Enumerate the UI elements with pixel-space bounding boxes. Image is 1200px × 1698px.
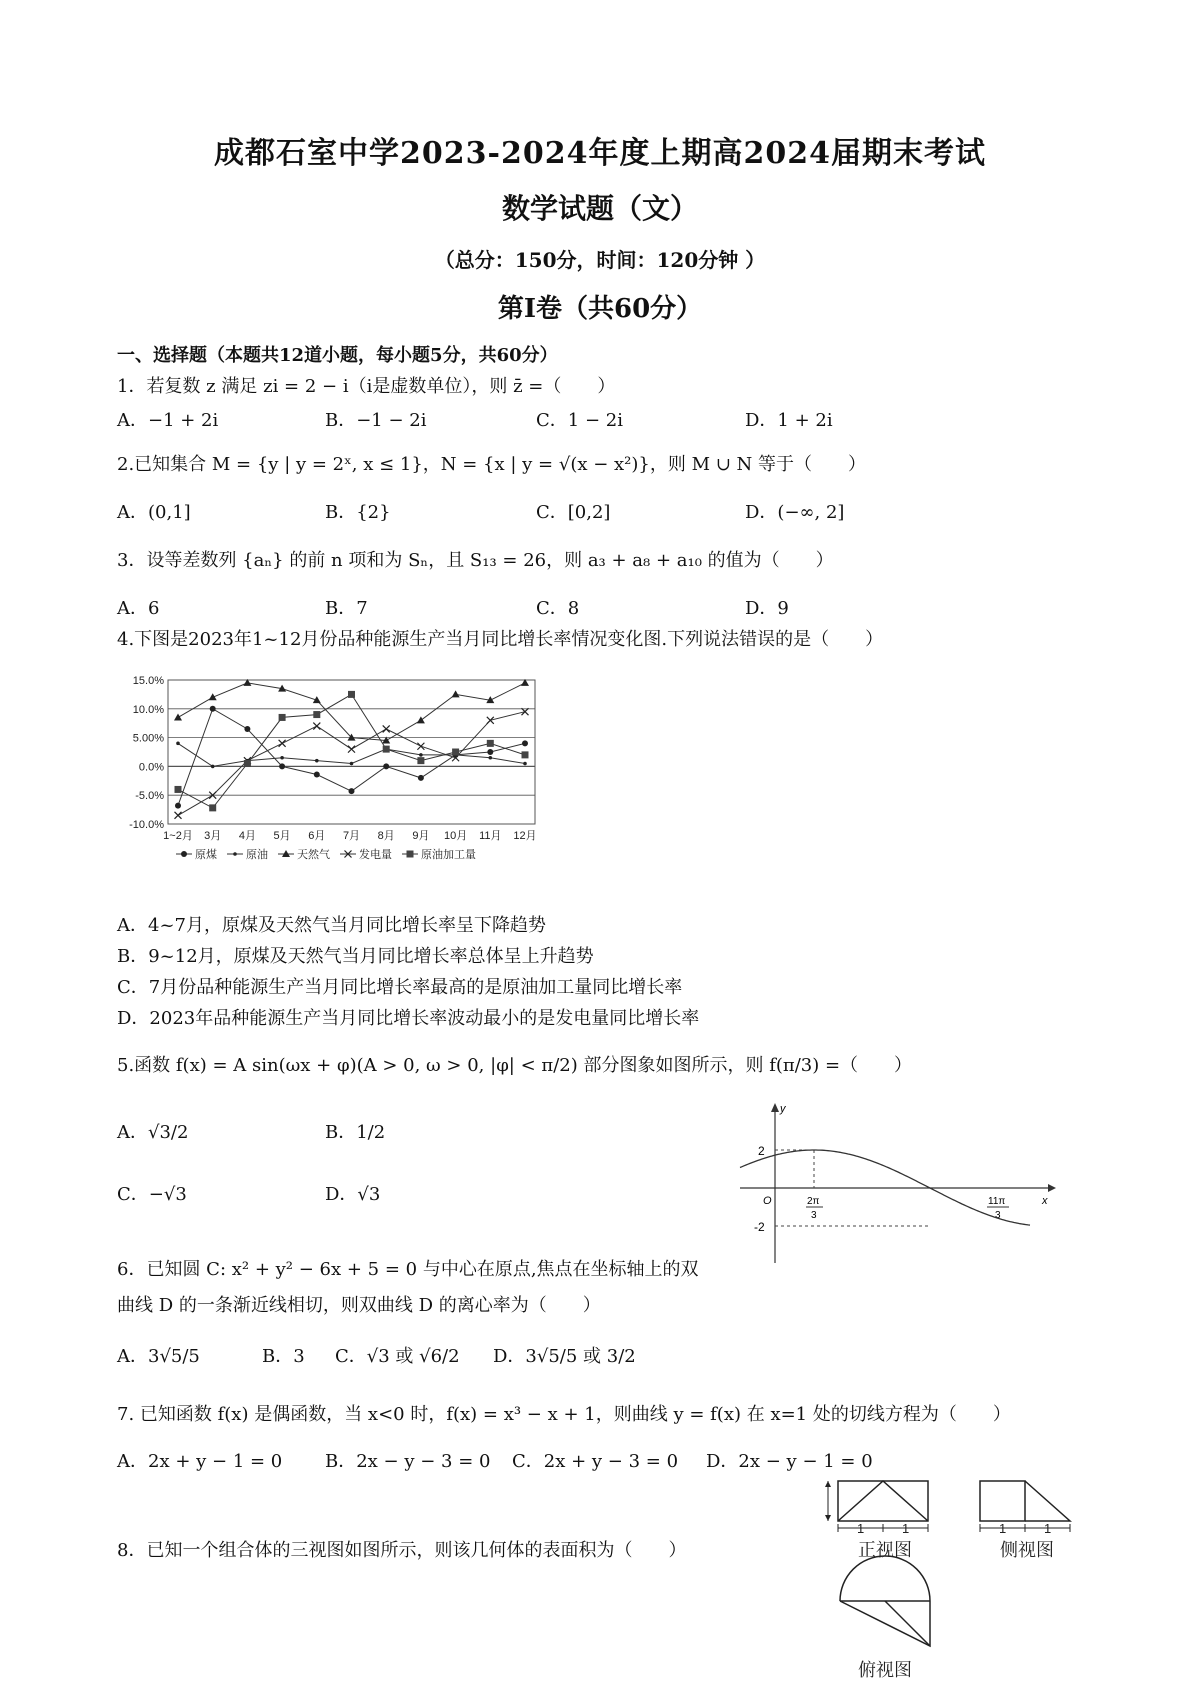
y-tick-label: -10.0% <box>129 819 164 831</box>
side-dim-1b: 1 <box>1044 1521 1052 1536</box>
top-view-inner <box>885 1601 930 1646</box>
data-point <box>489 756 493 760</box>
exam-info: （总分：150分，时间：120分钟 ） <box>434 248 766 272</box>
top-view-label: 俯视图 <box>858 1660 912 1680</box>
question-3-option-a[interactable]: A．6 <box>117 598 160 619</box>
three-views-figure <box>810 1476 1100 1698</box>
question-2-stem: 2.已知集合 M = {y | y = 2ˣ, x ≤ 1}，N = {x | y = √(x − x²)}，则 M ∪ N 等于（ ） <box>117 454 867 475</box>
question-2-option-d[interactable]: D．(−∞, 2] <box>745 502 845 523</box>
front-dim-1a: 1 <box>857 1521 865 1536</box>
x-tick-label: 10月 <box>443 830 468 842</box>
front-dim-1b: 1 <box>902 1521 910 1536</box>
front-view-roof <box>838 1481 928 1521</box>
x-tick-label: 4月 <box>238 830 256 842</box>
data-point <box>209 804 216 811</box>
side-view-label: 侧视图 <box>1000 1540 1054 1560</box>
legend-label: 发电量 <box>359 849 392 861</box>
x-tick-11pi3-num: 11π <box>988 1196 1006 1207</box>
data-point <box>418 775 424 781</box>
question-5-option-d[interactable]: D．√3 <box>325 1184 381 1205</box>
x-tick-label: 1~2月 <box>163 830 193 842</box>
data-point <box>487 740 494 747</box>
top-view-triangle <box>840 1601 930 1646</box>
question-3-option-b[interactable]: B．7 <box>325 598 368 619</box>
question-1-option-d[interactable]: D．1 + 2i <box>745 410 833 431</box>
volume-title: 第I卷（共60分） <box>497 294 703 324</box>
question-4-option-a[interactable]: A．4~7月，原煤及天然气当月同比增长率呈下降趋势 <box>117 915 546 936</box>
exam-title: 成都石室中学2023-2024年度上期高2024届期末考试 <box>214 136 986 171</box>
question-7-option-a[interactable]: A．2x + y − 1 = 0 <box>117 1451 283 1472</box>
data-point <box>175 803 181 809</box>
y-tick-label: 5.00% <box>132 732 164 745</box>
question-7-option-c[interactable]: C．2x + y − 3 = 0 <box>512 1451 679 1472</box>
legend-label: 原油 <box>246 849 268 861</box>
question-1-option-b[interactable]: B．−1 − 2i <box>325 410 427 431</box>
question-3-option-c[interactable]: C．8 <box>536 598 580 619</box>
data-point <box>279 714 286 721</box>
x-axis-arrow <box>1048 1184 1056 1192</box>
data-point <box>487 749 493 755</box>
x-tick-label: 7月 <box>342 830 361 842</box>
y-axis-label: y <box>780 1103 786 1115</box>
question-4-stem: 4.下图是2023年1~12月份品种能源生产当月同比增长率情况变化图.下列说法错误的是（ ） <box>117 629 884 650</box>
data-point <box>174 713 182 720</box>
legend-label: 原油加工量 <box>421 849 476 861</box>
data-point <box>233 852 237 856</box>
y-axis-arrow <box>771 1103 779 1112</box>
data-point <box>175 786 182 793</box>
question-7-option-b[interactable]: B．2x − y − 3 = 0 <box>325 1451 491 1472</box>
front-view-label: 正视图 <box>858 1540 912 1560</box>
x-tick-label: 8月 <box>377 830 395 842</box>
data-point <box>383 746 390 753</box>
x-tick-2pi3-num: 2π <box>807 1196 820 1207</box>
question-5-option-a[interactable]: A．√3/2 <box>117 1122 189 1143</box>
data-point <box>523 762 527 766</box>
data-point <box>279 763 285 769</box>
question-5-stem: 5.函数 f(x) = A sin(ωx + φ)(A > 0, ω > 0, |φ| < π/2) 部分图象如图所示，则 f(π/3) =（ ） <box>117 1055 913 1076</box>
question-6-stem-line2: 曲线 D 的一条渐近线相切，则双曲线 D 的离心率为（ ） <box>117 1295 601 1316</box>
data-point <box>407 851 414 858</box>
question-1-option-a[interactable]: A．−1 + 2i <box>117 410 219 431</box>
x-tick-label: 6月 <box>308 830 326 842</box>
y-tick-neg2: -2 <box>754 1220 765 1234</box>
front-dim-v-arrow-bottom <box>825 1515 831 1521</box>
x-tick-label: 9月 <box>412 830 430 842</box>
side-view-square <box>980 1481 1025 1521</box>
data-point <box>452 690 460 697</box>
data-point <box>417 757 424 764</box>
data-point <box>280 756 284 760</box>
question-1-stem: 1．若复数 z 满足 zi = 2 − i（i是虚数单位），则 z̄ =（ ） <box>117 376 616 397</box>
question-3-stem: 3．设等差数列 {aₙ} 的前 n 项和为 Sₙ，且 S₁₃ = 26，则 a₃ + a₈ + a₁₀ 的值为（ ） <box>117 550 834 571</box>
data-point <box>210 706 216 712</box>
side-view-slope <box>1025 1481 1070 1521</box>
y-tick-label: -5.0% <box>135 790 164 803</box>
question-8-stem: 8．已知一个组合体的三视图如图所示，则该几何体的表面积为（ ） <box>117 1540 687 1561</box>
question-6-option-a[interactable]: A．3√5/5 <box>117 1346 200 1367</box>
x-axis-label: x <box>1042 1195 1048 1207</box>
front-view-rect <box>838 1481 928 1521</box>
data-point <box>181 851 187 857</box>
energy-growth-chart <box>110 672 540 894</box>
question-5-option-c[interactable]: C．−√3 <box>117 1184 187 1205</box>
data-point <box>348 691 355 698</box>
question-4-option-b[interactable]: B．9~12月，原煤及天然气当月同比增长率总体呈上升趋势 <box>117 946 594 967</box>
data-point <box>452 749 459 756</box>
data-point <box>314 771 320 777</box>
subject-title: 数学试题（文） <box>501 192 698 225</box>
data-point <box>313 711 320 718</box>
x-tick-2pi3-den: 3 <box>811 1210 817 1221</box>
data-point <box>315 759 319 763</box>
question-2-option-c[interactable]: C．[0,2] <box>536 502 611 523</box>
data-point <box>349 788 355 794</box>
y-tick-label: 15.0% <box>132 675 164 687</box>
question-6-option-d[interactable]: D．3√5/5 或 3/2 <box>493 1346 636 1367</box>
x-tick-label: 11月 <box>479 830 502 842</box>
question-3-option-d[interactable]: D．9 <box>745 598 789 619</box>
question-6-stem-line1: 6．已知圆 C: x² + y² − 6x + 5 = 0 与中心在原点,焦点在坐标轴上的双 <box>117 1259 699 1280</box>
x-tick-11pi3-den: 3 <box>995 1210 1001 1221</box>
question-1-option-c[interactable]: C．1 − 2i <box>536 410 623 431</box>
data-point <box>244 760 251 767</box>
side-dim-1a: 1 <box>999 1521 1007 1536</box>
data-point <box>417 716 425 723</box>
y-tick-2: 2 <box>758 1144 765 1158</box>
data-point <box>211 765 215 769</box>
front-dim-v-arrow-top <box>825 1481 831 1487</box>
question-6-option-b[interactable]: B．3 <box>262 1346 305 1367</box>
data-point <box>244 726 250 732</box>
x-tick-label: 12月 <box>513 830 537 842</box>
data-point <box>419 753 423 757</box>
question-6-option-c[interactable]: C．√3 或 √6/2 <box>335 1346 460 1367</box>
question-4-option-c[interactable]: C．7月份品种能源生产当月同比增长率最高的是原油加工量同比增长率 <box>117 977 683 998</box>
data-point <box>176 742 180 746</box>
data-point <box>350 762 354 766</box>
question-7-option-d[interactable]: D．2x − y − 1 = 0 <box>706 1451 873 1472</box>
question-2-option-b[interactable]: B．{2} <box>325 502 391 523</box>
plot-frame <box>168 680 535 824</box>
sine-graph <box>730 1098 1060 1268</box>
question-5-option-b[interactable]: B．1/2 <box>325 1122 386 1143</box>
x-tick-label: 3月 <box>204 830 222 842</box>
question-7-stem: 7. 已知函数 f(x) 是偶函数，当 x<0 时，f(x) = x³ − x + 1，则曲线 y = f(x) 在 x=1 处的切线方程为（ ） <box>117 1404 1011 1425</box>
legend-label: 原煤 <box>195 849 217 861</box>
data-point <box>522 751 529 758</box>
question-4-option-d[interactable]: D．2023年品种能源生产当月同比增长率波动最小的是发电量同比增长率 <box>117 1008 700 1029</box>
section-heading: 一、选择题（本题共12道小题，每小题5分，共60分） <box>117 345 558 366</box>
data-point <box>522 740 528 746</box>
data-point <box>209 693 217 700</box>
question-2-option-a[interactable]: A．(0,1] <box>117 502 191 523</box>
data-point <box>383 763 389 769</box>
legend-label: 天然气 <box>297 849 330 861</box>
origin-label: O <box>763 1195 772 1207</box>
top-view-semicircle <box>840 1556 930 1601</box>
x-tick-label: 5月 <box>273 830 291 842</box>
y-tick-label: 10.0% <box>132 703 164 716</box>
y-tick-label: 0.0% <box>138 761 164 774</box>
